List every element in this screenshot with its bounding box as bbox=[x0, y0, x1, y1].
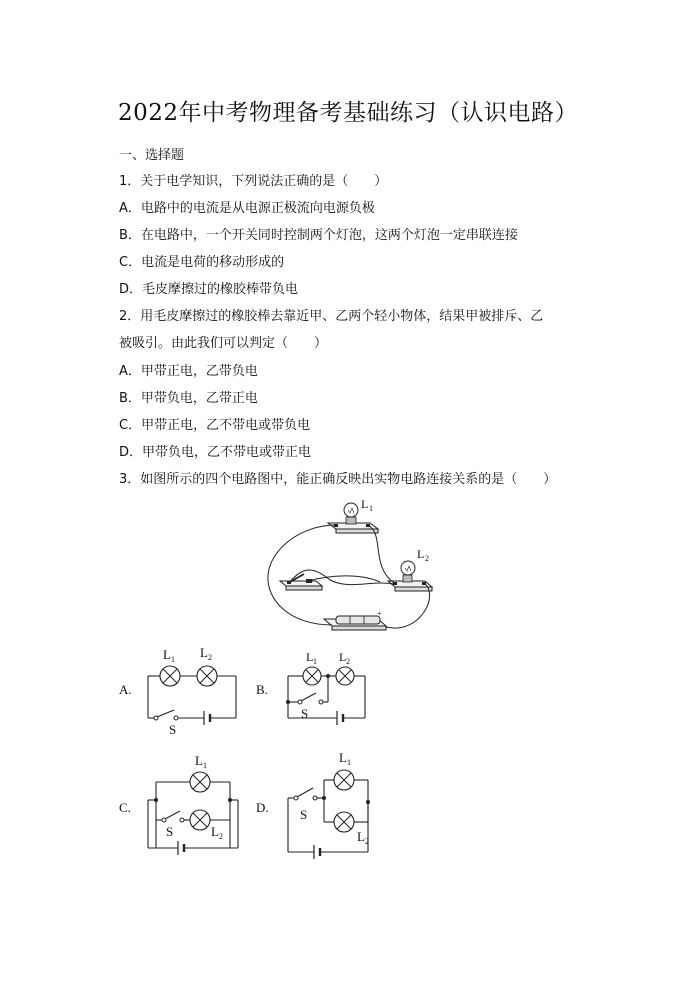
figure-label-l1-sub: 1 bbox=[369, 504, 373, 513]
label-l1-sub: 1 bbox=[203, 761, 207, 770]
lamp-l2-symbol bbox=[336, 667, 354, 685]
label-s: S bbox=[166, 824, 174, 839]
question-2-stem-line2: 被吸引。由此我们可以判定（ ） bbox=[119, 336, 328, 351]
question-1-stem: 1．关于电学知识，下列说法正确的是（ ） bbox=[119, 174, 388, 189]
circuit-option-d bbox=[280, 740, 390, 865]
figure-label-l1: L bbox=[361, 497, 369, 511]
question-2-option-c: C．甲带正电，乙不带电或带负电 bbox=[119, 418, 311, 433]
label-s: S bbox=[169, 722, 177, 737]
label-s: S bbox=[301, 706, 309, 721]
lamp-l1-symbol bbox=[303, 667, 321, 685]
label-l2-sub: 2 bbox=[346, 657, 350, 666]
question-3-stem: 3．如图所示的四个电路图中，能正确反映出实物电路连接关系的是（ ） bbox=[119, 472, 557, 487]
switch-contact bbox=[298, 700, 302, 704]
label-l1-sub: 1 bbox=[347, 758, 351, 767]
label-l1-sub: 1 bbox=[313, 657, 317, 666]
question-1-option-c: C．电流是电荷的移动形成的 bbox=[119, 255, 285, 270]
circuit-option-a bbox=[140, 640, 250, 740]
question-1-option-d: D．毛皮摩擦过的橡胶棒带负电 bbox=[119, 282, 299, 297]
label-l1: L bbox=[163, 647, 171, 662]
figure-label-l2-sub: 2 bbox=[425, 554, 429, 563]
circuit-option-b-label: B. bbox=[256, 682, 268, 697]
figure-label-l2: L bbox=[417, 547, 425, 561]
label-l2: L bbox=[200, 645, 208, 660]
label-l1-sub: 1 bbox=[171, 655, 175, 664]
question-1-option-a: A．电路中的电流是从电源正极流向电源负极 bbox=[119, 201, 375, 216]
lamp-l2-symbol bbox=[334, 812, 354, 832]
question-1-option-b: B．在电路中，一个开关同时控制两个灯泡，这两个灯泡一定串联连接 bbox=[119, 228, 518, 243]
lamp-l2-symbol bbox=[190, 810, 210, 830]
label-l1: L bbox=[195, 753, 203, 768]
label-l2: L bbox=[357, 829, 365, 844]
question-2-option-a: A．甲带正电，乙带负电 bbox=[119, 364, 258, 379]
question-2-option-d: D．甲带负电，乙不带电或带正电 bbox=[119, 445, 312, 460]
label-l2: L bbox=[211, 824, 219, 839]
label-l1: L bbox=[339, 750, 347, 765]
battery-board bbox=[324, 616, 386, 630]
switch-contact bbox=[154, 716, 158, 720]
lamp-l1-symbol bbox=[334, 770, 354, 790]
physical-circuit-figure bbox=[260, 495, 440, 640]
lamp-l1-symbol bbox=[160, 666, 180, 686]
circuit-option-c bbox=[140, 748, 250, 863]
lamp-l2-symbol bbox=[197, 666, 217, 686]
question-2-stem-line1: 2．用毛皮摩擦过的橡胶棒去靠近甲、乙两个轻小物体，结果甲被排斥、乙 bbox=[119, 309, 544, 324]
label-l2-sub: 2 bbox=[365, 837, 369, 846]
lamp-l1-symbol bbox=[190, 772, 210, 792]
circuit-option-c-label: C. bbox=[119, 800, 131, 815]
switch-contact bbox=[162, 818, 166, 822]
circuit-option-b bbox=[280, 640, 380, 740]
page-title: 2022年中考物理备考基础练习（认识电路） bbox=[117, 100, 579, 126]
lamp-l2-board bbox=[388, 561, 432, 591]
circuit-option-d-label: D. bbox=[256, 800, 269, 815]
switch-board bbox=[280, 574, 322, 590]
label-l1: L bbox=[306, 650, 314, 664]
section-heading: 一、选择题 bbox=[119, 148, 185, 163]
label-l2-sub: 2 bbox=[219, 832, 223, 841]
label-l2: L bbox=[339, 650, 347, 664]
label-s: S bbox=[300, 807, 308, 822]
question-2-option-b: B．甲带负电，乙带正电 bbox=[119, 391, 258, 406]
circuit-option-a-label: A. bbox=[119, 682, 132, 697]
figure-label-plus: + bbox=[377, 609, 382, 618]
label-l2-sub: 2 bbox=[208, 653, 212, 662]
switch-contact bbox=[294, 796, 298, 800]
